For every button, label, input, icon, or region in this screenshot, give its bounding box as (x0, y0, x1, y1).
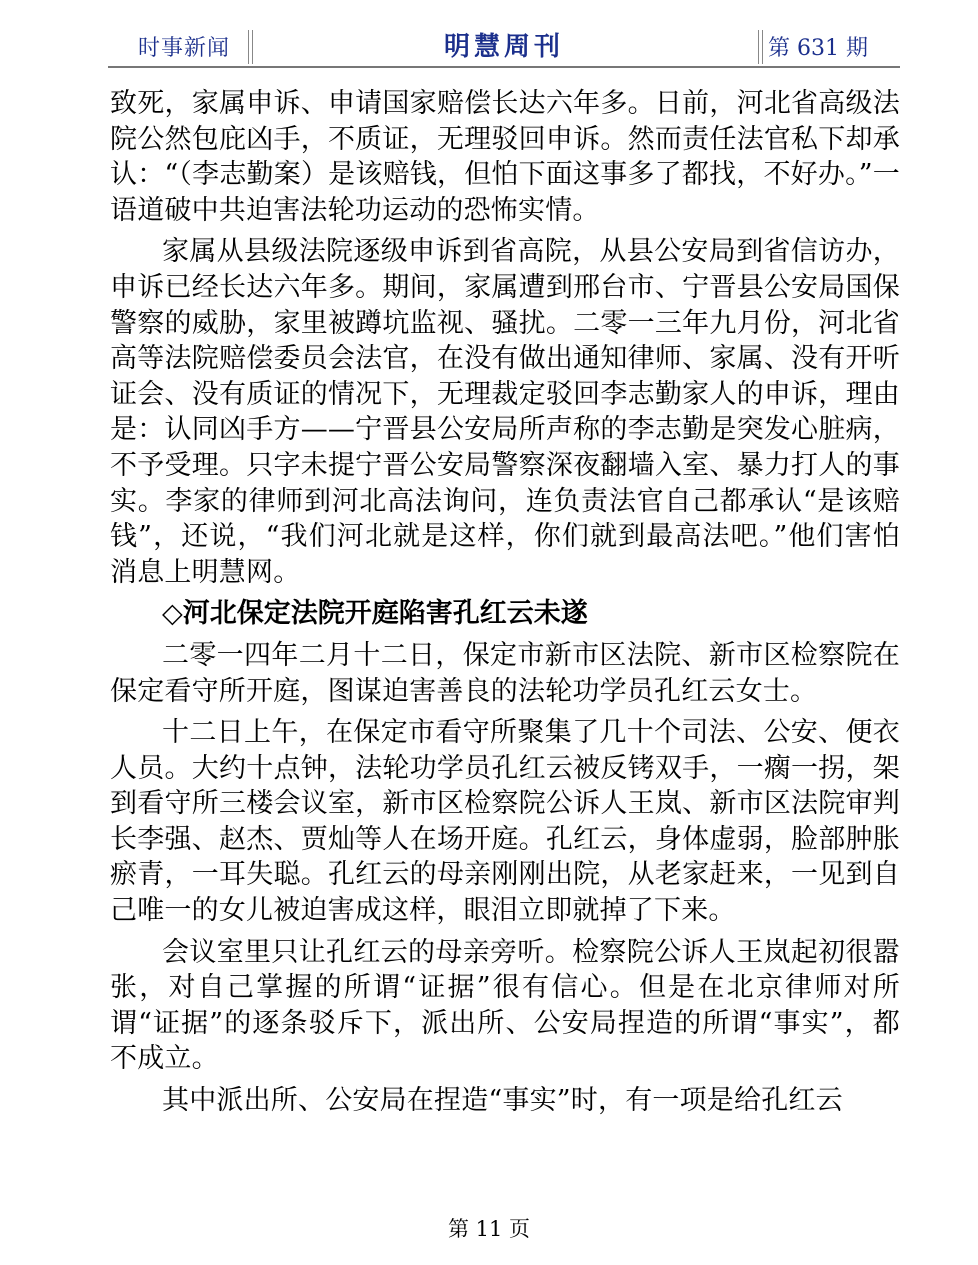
paragraph: 家属从县级法院逐级申诉到省高院，从县公安局到省信访办，申诉已经长达六年多。期间，家属遭到邢台市、宁晋县公安局国保警察的威胁，家里被蹲坑监视、骚扰。二零一三年九月份，河北省高等法院赔偿委员会法官，在没有做出通知律师、家属、没有开听证会、没有质证的情况下，无理裁定驳回李志勤家人的申诉，理由是：认同凶手方——宁晋县公安局所声称的李志勤是突发心脏病，不予受理。只字未提宁晋公安局警察深夜翻墙入室、暴力打人的事实。李家的律师到河北高法询问，连负责法官自己都承认“是该赔钱”，还说，“我们河北就是这样，你们就到最高法吧。”他们害怕消息上明慧网。 (110, 236, 900, 588)
paragraph: 会议室里只让孔红云的母亲旁听。检察院公诉人王岚起初很嚣张，对自己掌握的所谓“证据”很有信心。但是在北京律师对所谓“证据”的逐条驳斥下，派出所、公安局捏造的所谓“事实”，都不成立。 (110, 936, 900, 1075)
header-rule (108, 66, 900, 68)
section-subheading: ◇河北保定法院开庭陷害孔红云未遂 (162, 598, 588, 630)
section-label: 时事新闻 (138, 36, 231, 61)
page-number: 第 11 页 (447, 1217, 531, 1241)
issue-number: 第 631 期 (768, 36, 868, 61)
header-divider (758, 30, 763, 64)
paragraph: 其中派出所、公安局在捏造“事实”时，有一项是给孔红云 (162, 1085, 843, 1117)
paragraph: 致死，家属申诉、申请国家赔偿长达六年多。日前，河北省高级法院公然包庇凶手，不质证，无理驳回申诉。然而责任法官私下却承认：“（李志勤案）是该赔钱，但怕下面这事多了都找，不好办。”一语道破中共迫害法轮功运动的恐怖实情。 (110, 88, 900, 226)
page-header (108, 26, 900, 66)
paragraph: 二零一四年二月十二日，保定市新市区法院、新市区检察院在保定看守所开庭，图谋迫害善良的法轮功学员孔红云女士。 (110, 639, 900, 707)
article-body (110, 86, 900, 1119)
paragraph: 十二日上午，在保定市看守所聚集了几十个司法、公安、便衣人员。大约十点钟，法轮功学员孔红云被反铐双手，一瘸一拐，架到看守所三楼会议室，新市区检察院公诉人王岚、新市区法院审判长李强、赵杰、贾灿等人在场开庭。孔红云，身体虚弱，脸部肿胀瘀青，一耳失聪。孔红云的母亲刚刚出院，从老家赶来，一见到自己唯一的女儿被迫害成这样，眼泪立即就掉了下来。 (110, 717, 900, 927)
publication-title: 明慧周刊 (443, 32, 564, 62)
